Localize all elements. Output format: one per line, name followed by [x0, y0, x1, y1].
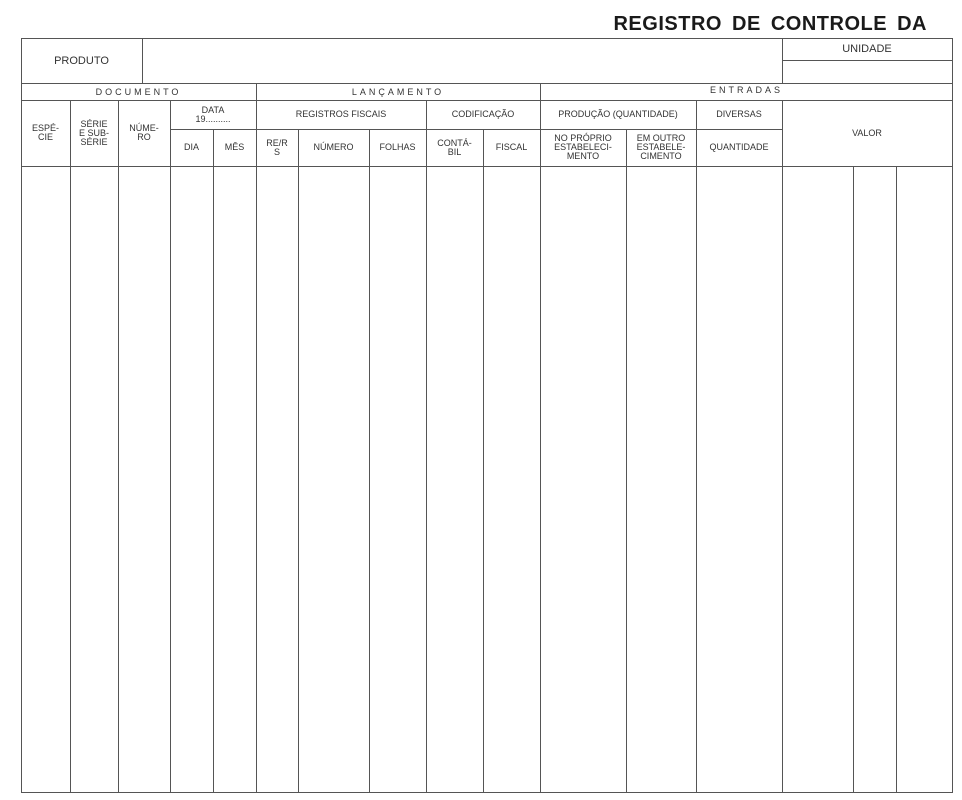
entradas-group-label: ENTRADAS: [710, 84, 784, 95]
lancamento-group-label: LANÇAMENTO: [351, 86, 445, 97]
rule: [952, 38, 953, 793]
unidade-label: UNIDADE: [842, 43, 892, 55]
codificacao-header: CODIFICAÇÃO: [451, 109, 515, 119]
especie-header: ESPÉ- CIE: [31, 123, 59, 142]
valor-header: VALOR: [852, 127, 882, 138]
produto-label: PRODUTO: [54, 54, 109, 67]
producao-header: PRODUÇÃO (QUANTIDADE): [558, 109, 678, 119]
mes-header: MÊS: [224, 142, 245, 152]
dia-header: DIA: [183, 142, 199, 152]
re-rs-header: RE/R S: [266, 137, 288, 157]
data-header: DATA 19..........: [195, 104, 231, 124]
form-title: REGISTRO DE CONTROLE DA: [613, 13, 927, 35]
em-outro-header: EM OUTRO ESTABELE- CIMENTO: [636, 133, 686, 161]
serie-header: SÉRIE E SUB- SÉRIE: [78, 118, 109, 147]
unidade-field[interactable]: [783, 61, 951, 82]
produto-field[interactable]: [143, 39, 781, 82]
numero-doc-header: NÚME- RO: [129, 123, 159, 142]
fiscal-header: FISCAL: [495, 142, 528, 152]
documento-group-label: DOCUMENTO: [95, 86, 182, 97]
no-proprio-header: NO PRÓPRIO ESTABELECI- MENTO: [554, 133, 612, 161]
rule: [21, 792, 952, 793]
entries-area[interactable]: [22, 167, 952, 792]
folhas-header: FOLHAS: [379, 142, 416, 152]
contabil-header: CONTÁ- BIL: [437, 137, 472, 157]
quantidade-header: QUANTIDADE: [709, 142, 769, 152]
diversas-header: DIVERSAS: [716, 109, 762, 119]
registros-fiscais-header: REGISTROS FISCAIS: [295, 109, 387, 119]
numero-header: NÚMERO: [313, 142, 354, 152]
